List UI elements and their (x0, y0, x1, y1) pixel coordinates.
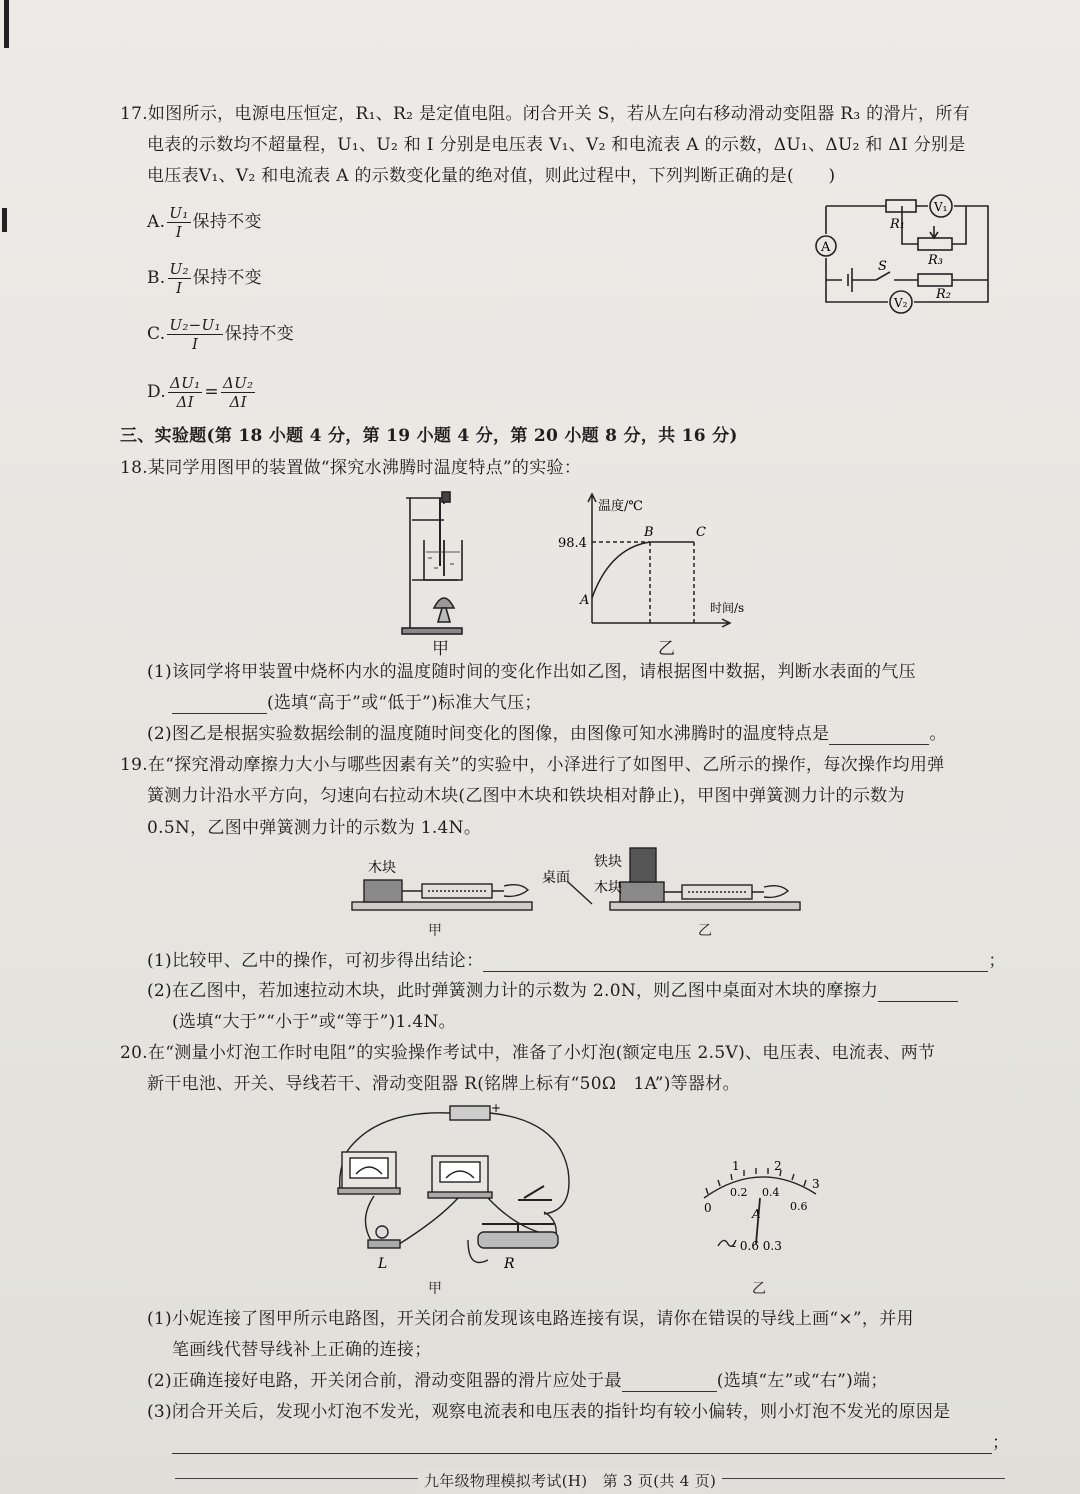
q19-figure-label-b: 乙 (698, 923, 713, 939)
r2-label: R₂ (936, 287, 951, 302)
point-b-label: B (644, 525, 654, 540)
q18-figure-label-b: 乙 (658, 639, 676, 659)
q20-part3-line2 (172, 1432, 1009, 1454)
answer-blank[interactable] (172, 695, 267, 714)
denominator: I (176, 278, 183, 297)
slider-arrow (930, 226, 938, 238)
q19-friction-figure (348, 842, 818, 922)
rheostat-label: R (504, 1256, 515, 1272)
dial-bottom-06: 0.6 (790, 1200, 808, 1213)
wood-block-a (364, 880, 402, 902)
dial-top-3: 3 (812, 1177, 820, 1191)
q20-figure-label-a: 甲 (428, 1281, 443, 1297)
q20-figure-label-b: 乙 (752, 1281, 767, 1297)
desk-label: 桌面 (542, 870, 570, 886)
graph-y-label: 温度/℃ (598, 499, 643, 514)
scan-edge-mark (2, 208, 7, 232)
temperature-curve (592, 542, 694, 598)
q20-part1-line1: (1)小妮连接了图甲所示电路图，开关闭合前发现该电路连接有误，请你在错误的导线上画“×”，并用 (147, 1309, 914, 1329)
dial-unit-a: A (752, 1207, 761, 1221)
q19-part2 (147, 980, 958, 1002)
scan-edge-mark (4, 0, 9, 48)
option-label: A. (147, 212, 166, 232)
battery-icon (450, 1106, 490, 1120)
q18-part1-line1: (1)该同学将甲装置中烧杯内水的温度随时间的变化作出如乙图，请根据图中数据，判断水表面的气压 (147, 662, 916, 682)
option-text: 保持不变 (224, 324, 294, 344)
switch-label: S (878, 259, 887, 274)
v1-label: V₁ (934, 200, 948, 214)
q20-part2 (147, 1370, 888, 1392)
hand-b (752, 886, 788, 898)
q17-circuit-diagram (806, 192, 1006, 322)
semicolon: ； (992, 1433, 1010, 1453)
battery-plus: + (491, 1101, 502, 1115)
q17-option-d[interactable] (147, 370, 257, 414)
option-text: 保持不变 (192, 268, 262, 288)
option-label: B. (147, 268, 166, 288)
ammeter-dial-figure (690, 1152, 830, 1262)
ammeter-label: A (821, 240, 831, 255)
resistor-r2 (918, 274, 952, 286)
fraction (167, 204, 190, 241)
wood-label-a: 木块 (368, 860, 396, 876)
q20-part2-hint: (选填“左”或“右”)端； (716, 1371, 888, 1391)
point-c-label: C (696, 525, 706, 540)
wood-block-b (620, 882, 664, 902)
option-label: C. (147, 324, 166, 344)
q20-part2-text: (2)正确连接好电路，开关闭合前，滑动变阻器的滑片应处于最 (147, 1371, 622, 1391)
q20-circuit-figure (318, 1100, 588, 1275)
iron-label: 铁块 (594, 854, 622, 870)
point-a-label: A (580, 593, 590, 608)
dial-pointer (756, 1198, 760, 1244)
q19-line1: 19.在“探究滑动摩擦力大小与哪些因素有关”的实验中，小泽进行了如图甲、乙所示的操作，每次操作均用弹 (120, 755, 945, 775)
numerator: U₂−U₁ (169, 315, 221, 334)
q18-part1-line2 (172, 692, 542, 714)
q19-part1 (147, 950, 1006, 972)
x-axis (592, 619, 730, 627)
semicolon: ； (988, 951, 1006, 971)
wood-label-b: 木块 (594, 880, 622, 896)
dial-top-0: 0 (704, 1201, 712, 1215)
resistor-r3 (918, 238, 952, 250)
resistor-r1 (886, 200, 916, 212)
numerator: U₂ (169, 259, 189, 278)
q18-apparatus-figure (388, 488, 498, 653)
desk-pointer-line (568, 882, 592, 904)
r1-label: R₁ (890, 217, 905, 232)
q19-part2-hint: (选填“大于”“小于”或“等于”)1.4N。 (172, 1012, 456, 1032)
q17-option-a[interactable] (147, 200, 262, 244)
rheostat-icon (478, 1232, 558, 1248)
dial-top-1: 1 (732, 1159, 740, 1173)
q17-line1: 17.如图所示，电源电压恒定，R₁、R₂ 是定值电阻。闭合开关 S，若从左向右移动滑动变阻器 R₃ 的滑片，所有 (120, 104, 970, 124)
page-footer: 九年级物理模拟考试(H) 第 3 页(共 4 页) (418, 1470, 722, 1492)
q18-part2-text: (2)图乙是根据实验数据绘制的温度随时间变化的图像，由图像可知水沸腾时的温度特点是 (147, 724, 830, 744)
q17-option-b[interactable] (147, 256, 262, 300)
dial-top-2: 2 (774, 1159, 782, 1173)
answer-blank[interactable] (483, 953, 988, 972)
q20-line1: 20.在“测量小灯泡工作时电阻”的实验操作考试中，准备了小灯泡(额定电压 2.5V)、电压表、电流表、两节 (120, 1043, 936, 1063)
denominator: I (191, 334, 199, 353)
q17-option-c[interactable] (147, 312, 294, 356)
dial-bottom-02: 0.2 (730, 1186, 748, 1199)
fraction (168, 260, 191, 297)
q19-part1-text: (1)比较甲、乙中的操作，可初步得出结论： (147, 951, 484, 971)
q18-part2 (147, 723, 947, 745)
numerator: ΔU₁ (170, 373, 201, 392)
q19-line3: 0.5N，乙图中弹簧测力计的示数为 1.4N。 (147, 818, 482, 838)
time-guide-line (650, 542, 694, 623)
fraction (221, 374, 255, 411)
lamp-label: L (378, 1256, 388, 1272)
option-label: D. (147, 382, 167, 402)
dial-bottom-04: 0.4 (762, 1186, 780, 1199)
dial-arc (704, 1177, 816, 1198)
denominator: ΔI (176, 392, 194, 411)
section-three-heading: 三、实验题(第 18 小题 4 分，第 19 小题 4 分，第 20 小题 8 分，共 16 分) (120, 426, 738, 446)
bulb-icon (376, 1226, 388, 1238)
q18-temperature-graph (558, 488, 790, 638)
numerator: U₁ (169, 203, 189, 222)
fraction (168, 374, 202, 411)
hand-a (492, 885, 528, 897)
answer-blank[interactable] (829, 726, 929, 745)
q20-part3: (3)闭合开关后，发现小灯泡不发光，观察电流表和电压表的指针均有较小偏转，则小灯泡不发光的原因是 (147, 1402, 951, 1422)
dial-terminals: - 0.6 0.3 (732, 1239, 782, 1253)
v2-label: V₂ (894, 296, 908, 310)
q18-figure-label-a: 甲 (432, 639, 450, 659)
graph-x-label: 时间/s (710, 601, 745, 615)
fraction (167, 316, 222, 353)
q17-line2: 电表的示数均不超量程，U₁、U₂ 和 I 分别是电压表 V₁、V₂ 和电流表 A 的示数，ΔU₁、ΔU₂ 和 ΔI 分别是 (147, 135, 966, 155)
desk-b (610, 902, 800, 910)
period: 。 (929, 724, 947, 744)
q20-part1-line2: 笔画线代替导线补上正确的连接； (172, 1340, 432, 1360)
numerator: ΔU₂ (222, 373, 254, 392)
q19-part2-text: (2)在乙图中，若加速拉动木块，此时弹簧测力计的示数为 2.0N，则乙图中桌面对木块的摩擦力 (147, 981, 879, 1001)
option-text: 保持不变 (192, 212, 262, 232)
q20-line2: 新干电池、开关、导线若干、滑动变阻器 R(铭牌上标有“50Ω 1A”)等器材。 (147, 1074, 740, 1094)
q18-part1-hint: (选填“高于”或“低于”)标准大气压； (267, 693, 542, 713)
q18-stem: 18.某同学用图甲的装置做“探究水沸腾时温度特点”的实验： (120, 458, 582, 478)
r3-label: R₃ (928, 253, 943, 268)
q17-line3: 电压表V₁、V₂ 和电流表 A 的示数变化量的绝对值，则此过程中，下列判断正确的是( ) (147, 166, 836, 186)
answer-blank[interactable] (172, 1435, 992, 1454)
switch-icon (518, 1186, 552, 1200)
q19-figure-label-a: 甲 (428, 923, 443, 939)
boiling-temperature-value: 98.4 (558, 536, 587, 551)
denominator: I (175, 222, 183, 241)
denominator: ΔI (229, 392, 247, 411)
q19-line2: 簧测力计沿水平方向，匀速向右拉动木块(乙图中木块和铁块相对静止)，甲图中弹簧测力计的示数为 (147, 786, 905, 806)
iron-block (630, 848, 656, 882)
answer-blank[interactable] (622, 1373, 717, 1392)
answer-blank[interactable] (878, 983, 958, 1002)
desk-a (352, 902, 532, 910)
equals-sign: = (204, 382, 219, 402)
